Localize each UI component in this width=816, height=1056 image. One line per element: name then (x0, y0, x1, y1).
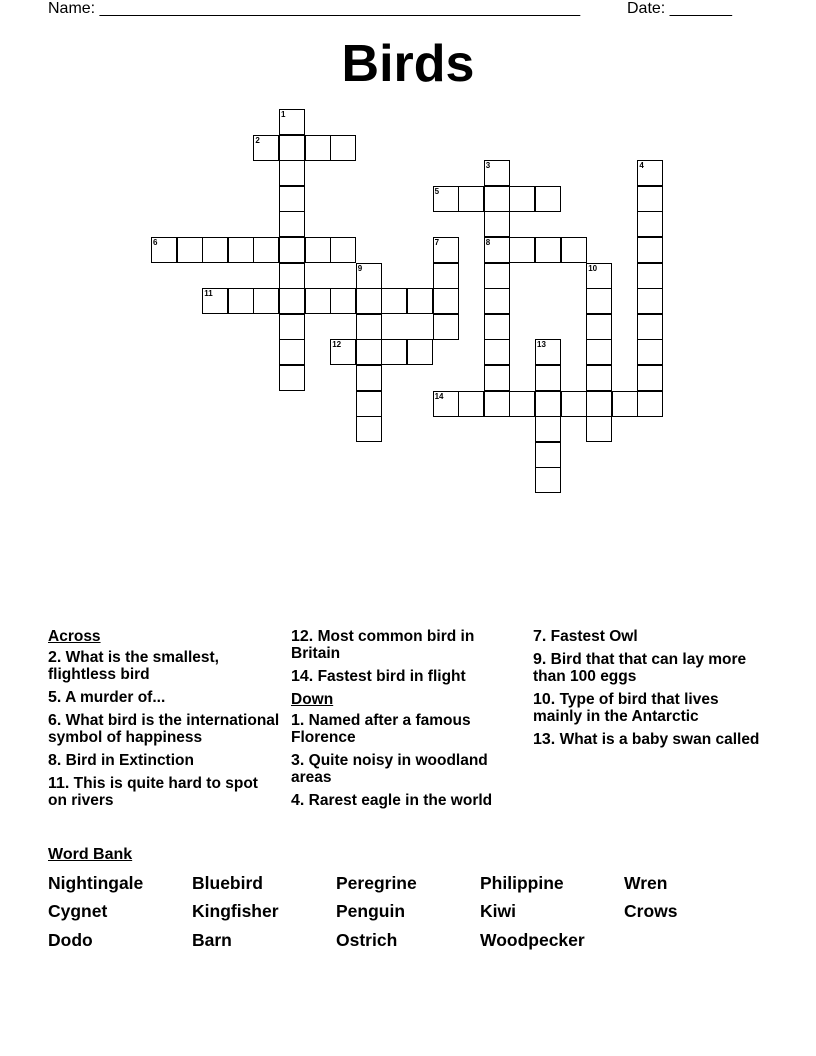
grid-cell[interactable] (637, 263, 663, 289)
grid-cell[interactable] (433, 237, 459, 263)
clue-down-1: 1. Named after a famous Florence (291, 712, 471, 746)
clue-across-2: 2. What is the smallest, flightless bird (48, 649, 219, 683)
grid-cell[interactable] (356, 288, 382, 314)
grid-cell[interactable] (330, 135, 356, 161)
grid-cell[interactable] (356, 365, 382, 391)
grid-cell[interactable] (356, 416, 382, 442)
grid-cell[interactable] (279, 288, 305, 314)
grid-cell[interactable] (253, 288, 279, 314)
grid-cell[interactable] (484, 186, 510, 212)
word-bank-item: Barn (192, 930, 232, 950)
grid-cell[interactable] (484, 211, 510, 237)
grid-cell[interactable] (484, 263, 510, 289)
word-bank-item: Bluebird (192, 873, 263, 893)
word-bank-heading: Word Bank (48, 846, 133, 863)
grid-cell[interactable] (561, 391, 587, 417)
grid-cell[interactable] (458, 186, 484, 212)
clue-number: 6 (153, 238, 158, 247)
grid-cell[interactable] (612, 391, 638, 417)
grid-cell[interactable] (253, 237, 279, 263)
grid-cell[interactable] (484, 314, 510, 340)
grid-cell[interactable] (279, 186, 305, 212)
grid-cell[interactable] (279, 263, 305, 289)
clue-number: 11 (204, 289, 213, 299)
clue-number: 3 (485, 161, 491, 171)
clue-across-14: 14. Fastest bird in flight (291, 668, 466, 685)
clue-number: 10 (588, 263, 598, 273)
grid-cell[interactable] (177, 237, 203, 263)
word-bank-item: Kiwi (480, 901, 516, 921)
grid-cell[interactable] (484, 391, 510, 417)
clue-number: 12 (332, 340, 342, 350)
grid-cell[interactable] (586, 314, 612, 340)
clue-down-13: 13. What is a baby swan called (533, 731, 760, 748)
clues-column-3 (533, 628, 765, 754)
clue-number: 4 (639, 161, 644, 171)
grid-cell[interactable] (279, 365, 305, 391)
grid-cell[interactable] (305, 237, 331, 263)
clue-down-9: 9. Bird that that can lay more than 100 eggs (533, 651, 747, 685)
clue-down-10: 10. Type of bird that lives mainly in the Antarctic (533, 691, 719, 725)
grid-cell[interactable] (535, 416, 561, 442)
clue-number: 8 (485, 238, 491, 247)
clue-down-7: 7. Fastest Owl (533, 628, 638, 645)
grid-cell[interactable] (637, 365, 663, 391)
clue-number: 7 (434, 238, 440, 247)
grid-cell[interactable] (535, 442, 561, 468)
grid-cell[interactable] (202, 288, 228, 314)
grid-cell[interactable] (381, 339, 407, 365)
grid-cell[interactable] (484, 288, 510, 314)
clues-column-1 (48, 628, 280, 815)
word-bank-item: Philippine (480, 873, 564, 893)
grid-cell[interactable] (561, 237, 587, 263)
clue-number: 2 (255, 135, 260, 145)
grid-cell[interactable] (228, 237, 254, 263)
grid-cell[interactable] (535, 391, 561, 417)
grid-cell[interactable] (586, 416, 612, 442)
word-bank-item: Crows (624, 901, 678, 921)
grid-cell[interactable] (151, 237, 177, 263)
clues-column-2 (291, 628, 523, 815)
grid-cell[interactable] (356, 263, 382, 289)
grid-cell[interactable] (637, 237, 663, 263)
grid-cell[interactable] (484, 237, 510, 263)
grid-cell[interactable] (279, 211, 305, 237)
grid-cell[interactable] (433, 288, 459, 314)
word-bank-item: Kingfisher (192, 901, 279, 921)
word-bank-item: Dodo (48, 930, 93, 950)
grid-cell[interactable] (509, 186, 535, 212)
grid-cell[interactable] (586, 391, 612, 417)
grid-cell[interactable] (279, 160, 305, 186)
word-bank-item: Peregrine (336, 873, 417, 893)
clue-across-8: 8. Bird in Extinction (48, 752, 194, 769)
word-bank-item: Ostrich (336, 930, 398, 950)
grid-cell[interactable] (637, 288, 663, 314)
clue-across-12: 12. Most common bird in Britain (291, 628, 475, 662)
grid-cell[interactable] (535, 365, 561, 391)
grid-cell[interactable] (407, 339, 433, 365)
date-field[interactable]: Date: _______ (627, 0, 732, 17)
grid-cell[interactable] (356, 339, 382, 365)
grid-cell[interactable] (433, 391, 459, 417)
grid-cell[interactable] (484, 160, 510, 186)
grid-cell[interactable] (202, 237, 228, 263)
grid-cell[interactable] (535, 186, 561, 212)
grid-cell[interactable] (586, 288, 612, 314)
grid-cell[interactable] (356, 314, 382, 340)
grid-cell[interactable] (637, 339, 663, 365)
clue-number: 13 (537, 340, 546, 350)
grid-cell[interactable] (637, 391, 663, 417)
grid-cell[interactable] (279, 314, 305, 340)
word-bank-item: Nightingale (48, 873, 144, 893)
word-bank-item: Woodpecker (480, 930, 585, 950)
grid-cell[interactable] (586, 339, 612, 365)
grid-cell[interactable] (330, 288, 356, 314)
grid-cell[interactable] (637, 314, 663, 340)
grid-cell[interactable] (637, 160, 663, 186)
grid-cell[interactable] (637, 211, 663, 237)
clue-down-4: 4. Rarest eagle in the world (291, 792, 493, 809)
grid-cell[interactable] (279, 135, 305, 161)
page-title: Birds (341, 35, 475, 93)
clue-across-6: 6. What bird is the international symbol of happiness (48, 712, 280, 746)
grid-cell[interactable] (330, 237, 356, 263)
clue-number: 9 (357, 263, 363, 273)
grid-cell[interactable] (279, 339, 305, 365)
grid-cell[interactable] (586, 365, 612, 391)
grid-cell[interactable] (253, 135, 279, 161)
grid-cell[interactable] (279, 237, 305, 263)
grid-cell[interactable] (228, 288, 254, 314)
grid-cell[interactable] (484, 339, 510, 365)
clue-number: 5 (434, 186, 440, 196)
grid-cell[interactable] (637, 186, 663, 212)
clue-down-3: 3. Quite noisy in woodland areas (291, 752, 488, 786)
across-heading: Across (48, 628, 101, 645)
grid-cell[interactable] (305, 288, 331, 314)
grid-cell[interactable] (535, 339, 561, 365)
grid-cell[interactable] (535, 467, 561, 493)
clue-number: 14 (434, 391, 444, 401)
grid-cell[interactable] (279, 109, 305, 135)
grid-cell[interactable] (356, 391, 382, 417)
name-field[interactable]: Name: ______________________________________________________ (48, 0, 581, 17)
crossword-grid (0, 0, 816, 520)
clue-across-11: 11. This is quite hard to spot on rivers (48, 775, 258, 809)
grid-cell[interactable] (509, 237, 535, 263)
grid-cell[interactable] (535, 237, 561, 263)
grid-cell[interactable] (433, 263, 459, 289)
grid-cell[interactable] (381, 288, 407, 314)
grid-cell[interactable] (433, 186, 459, 212)
grid-cell[interactable] (484, 365, 510, 391)
grid-cell[interactable] (509, 391, 535, 417)
clue-across-5: 5. A murder of... (48, 689, 166, 706)
grid-cell[interactable] (586, 263, 612, 289)
grid-cell[interactable] (305, 135, 331, 161)
word-bank-item: Cygnet (48, 901, 108, 921)
clue-number: 1 (281, 110, 286, 119)
grid-cell[interactable] (433, 314, 459, 340)
grid-cell[interactable] (407, 288, 433, 314)
grid-cell[interactable] (458, 391, 484, 417)
word-bank-item: Wren (624, 873, 668, 893)
down-heading: Down (291, 691, 334, 708)
word-bank-item: Penguin (336, 901, 406, 921)
grid-cell[interactable] (330, 339, 356, 365)
